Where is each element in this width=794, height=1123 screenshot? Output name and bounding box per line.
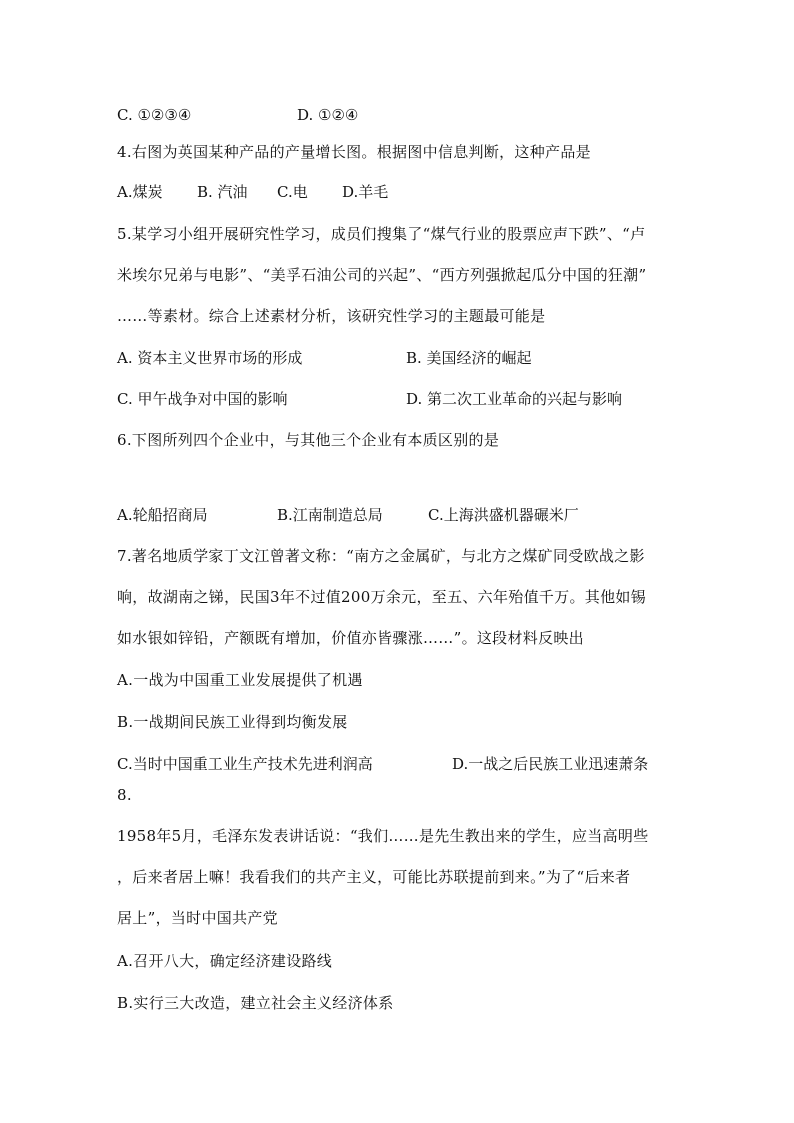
q5-stem-line-3: ……等素材。综合上述素材分析，该研究性学习的主题最可能是 (117, 307, 546, 325)
q7-stem-line-1: 7.著名地质学家丁文江曾著文称：“南方之金属矿，与北方之煤矿同受欧战之影 (117, 547, 645, 565)
q4-option-a: A.煤炭 (117, 183, 163, 201)
q4-option-c: C.电 (277, 183, 308, 201)
q4-option-b: B. 汽油 (197, 183, 248, 201)
q8-stem-line-3: 居上”，当时中国共产党 (117, 909, 278, 927)
q8-number: 8. (117, 786, 132, 804)
q5-option-a: A. 资本主义世界市场的形成 (117, 349, 303, 367)
q5-option-c: C. 甲午战争对中国的影响 (117, 390, 288, 408)
q6-option-b: B.江南制造总局 (277, 506, 383, 524)
q5-stem-line-1: 5.某学习小组开展研究性学习，成员们搜集了“煤气行业的股票应声下跌”、“卢 (117, 225, 646, 243)
q7-option-b: B.一战期间民族工业得到均衡发展 (117, 713, 348, 731)
q7-option-d: D.一战之后民族工业迅速萧条 (452, 755, 649, 773)
q6-stem: 6.下图所列四个企业中，与其他三个企业有本质区别的是 (117, 431, 500, 449)
q7-option-a: A.一战为中国重工业发展提供了机遇 (117, 671, 363, 689)
q4-option-d: D.羊毛 (342, 183, 389, 201)
q4-stem: 4.右图为英国某种产品的产量增长图。根据图中信息判断，这种产品是 (117, 143, 591, 161)
q5-stem-line-2: 米埃尔兄弟与电影”、“美孚石油公司的兴起”、“西方列强掀起瓜分中国的狂潮” (117, 266, 647, 284)
q3-option-d: D. ①②④ (297, 106, 359, 124)
q5-option-b: B. 美国经济的崛起 (406, 349, 532, 367)
q7-stem-line-2: 响，故湖南之锑，民国3年不过值200万余元，至五、六年殆值千万。其他如锡 (117, 588, 646, 606)
q8-stem-line-1: 1958年5月，毛泽东发表讲话说：“我们……是先生教出来的学生，应当高明些 (117, 827, 649, 845)
q6-option-c: C.上海洪盛机器碾米厂 (428, 506, 579, 524)
q6-option-a: A.轮船招商局 (117, 506, 208, 524)
q7-option-c: C.当时中国重工业生产技术先进利润高 (117, 755, 373, 773)
q8-option-a: A.召开八大，确定经济建设路线 (117, 952, 333, 970)
q5-option-d: D. 第二次工业革命的兴起与影响 (406, 390, 623, 408)
q7-stem-line-3: 如水银如锌铅，产额既有增加，价值亦皆骤涨……”。这段材料反映出 (117, 629, 584, 647)
q3-option-c: C. ①②③④ (117, 106, 192, 124)
q8-option-b: B.实行三大改造，建立社会主义经济体系 (117, 994, 394, 1012)
q8-stem-line-2: ，后来者居上嘛！我看我们的共产主义，可能比苏联提前到来。”为了“后来者 (117, 868, 631, 886)
